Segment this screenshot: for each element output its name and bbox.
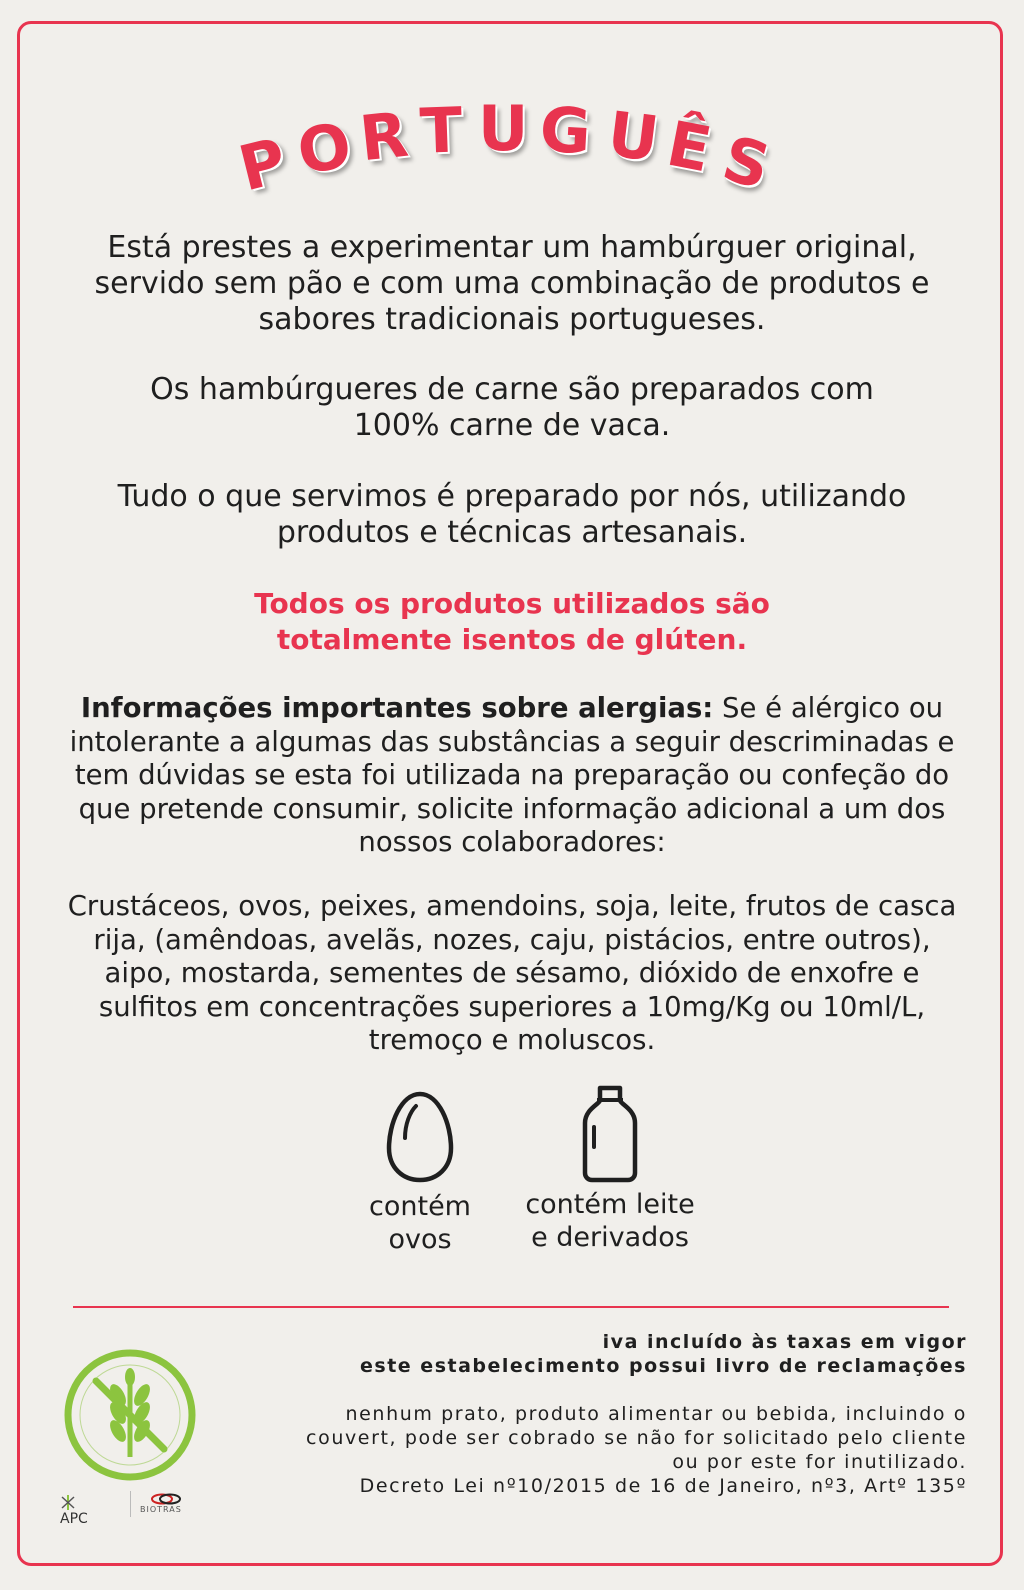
milk-bottle-icon (582, 1085, 638, 1183)
intro-paragraph: Está prestes a experimentar um hambúrguer original, servido sem pão e com uma combinação de produtos e sabores tradicionais portugueses. (94, 230, 930, 337)
complaints-book-notice: este estabelecimento possui livro de reclamações (360, 1355, 967, 1377)
title-letter: S (715, 121, 778, 204)
meat-paragraph: Os hambúrgueres de carne são preparados com 100% carne de vaca. (150, 372, 874, 443)
allergy-heading: Informações importantes sobre alergias: (80, 692, 714, 724)
page-title (0, 92, 1024, 206)
contains-eggs: contém ovos (340, 1090, 500, 1256)
title-letter: R (356, 97, 412, 176)
title-letter: P (231, 123, 294, 206)
title-letter: G (538, 92, 593, 169)
title-letter: Ê (661, 106, 717, 187)
title-letter: O (292, 107, 357, 190)
gluten-free-notice: Todos os produtos utilizados são totalmente isentos de glúten. (254, 587, 770, 656)
biotras-logo: BIOTRAS (140, 1493, 186, 1514)
apc-logo: APC (60, 1493, 88, 1527)
artisan-paragraph: Tudo o que servimos é preparado por nós, utilizando produtos e técnicas artesanais. (117, 479, 907, 550)
title-letter: U (478, 92, 529, 165)
vat-notice: iva incluído às taxas em vigor (602, 1331, 967, 1353)
wheat-icon (60, 1493, 76, 1511)
logo-separator (130, 1491, 131, 1517)
divider (73, 1306, 949, 1308)
biotras-mark-icon (146, 1493, 186, 1505)
allergen-list: Crustáceos, ovos, peixes, amendoins, soja, leite, frutos de casca rija, (amêndoas, avelãs, nozes, caju, pistácios, entre outros), aipo, mostarda, sementes de sésamo, dióxido de enxofre e sulfitos em concentrações superiores a 10mg/Kg ou 10ml/L, tremoço e moluscos. (67, 890, 957, 1056)
title-letter: T (418, 93, 464, 168)
allergy-info-paragraph: Informações importantes sobre alergias: Se é alérgico ou intolerante a algumas das substâncias a seguir descriminadas e tem dúvidas se esta foi utilizada na preparação ou confeção do que pretende consumir, solicite informação adicional a um dos nossos colaboradores: (69, 692, 955, 858)
egg-icon (385, 1090, 455, 1184)
title-letter: U (603, 97, 663, 176)
legal-notice: nenhum prato, produto alimentar ou bebida, incluindo o couvert, pode ser cobrado se não for solicitado pelo cliente ou por este for inutilizado. Decreto Lei nº10/2015 de 16 de Janeiro, nº3, Artº 135º (306, 1403, 967, 1497)
contains-milk: contém leite e derivados (515, 1085, 705, 1254)
gluten-free-badge-icon (60, 1345, 200, 1485)
